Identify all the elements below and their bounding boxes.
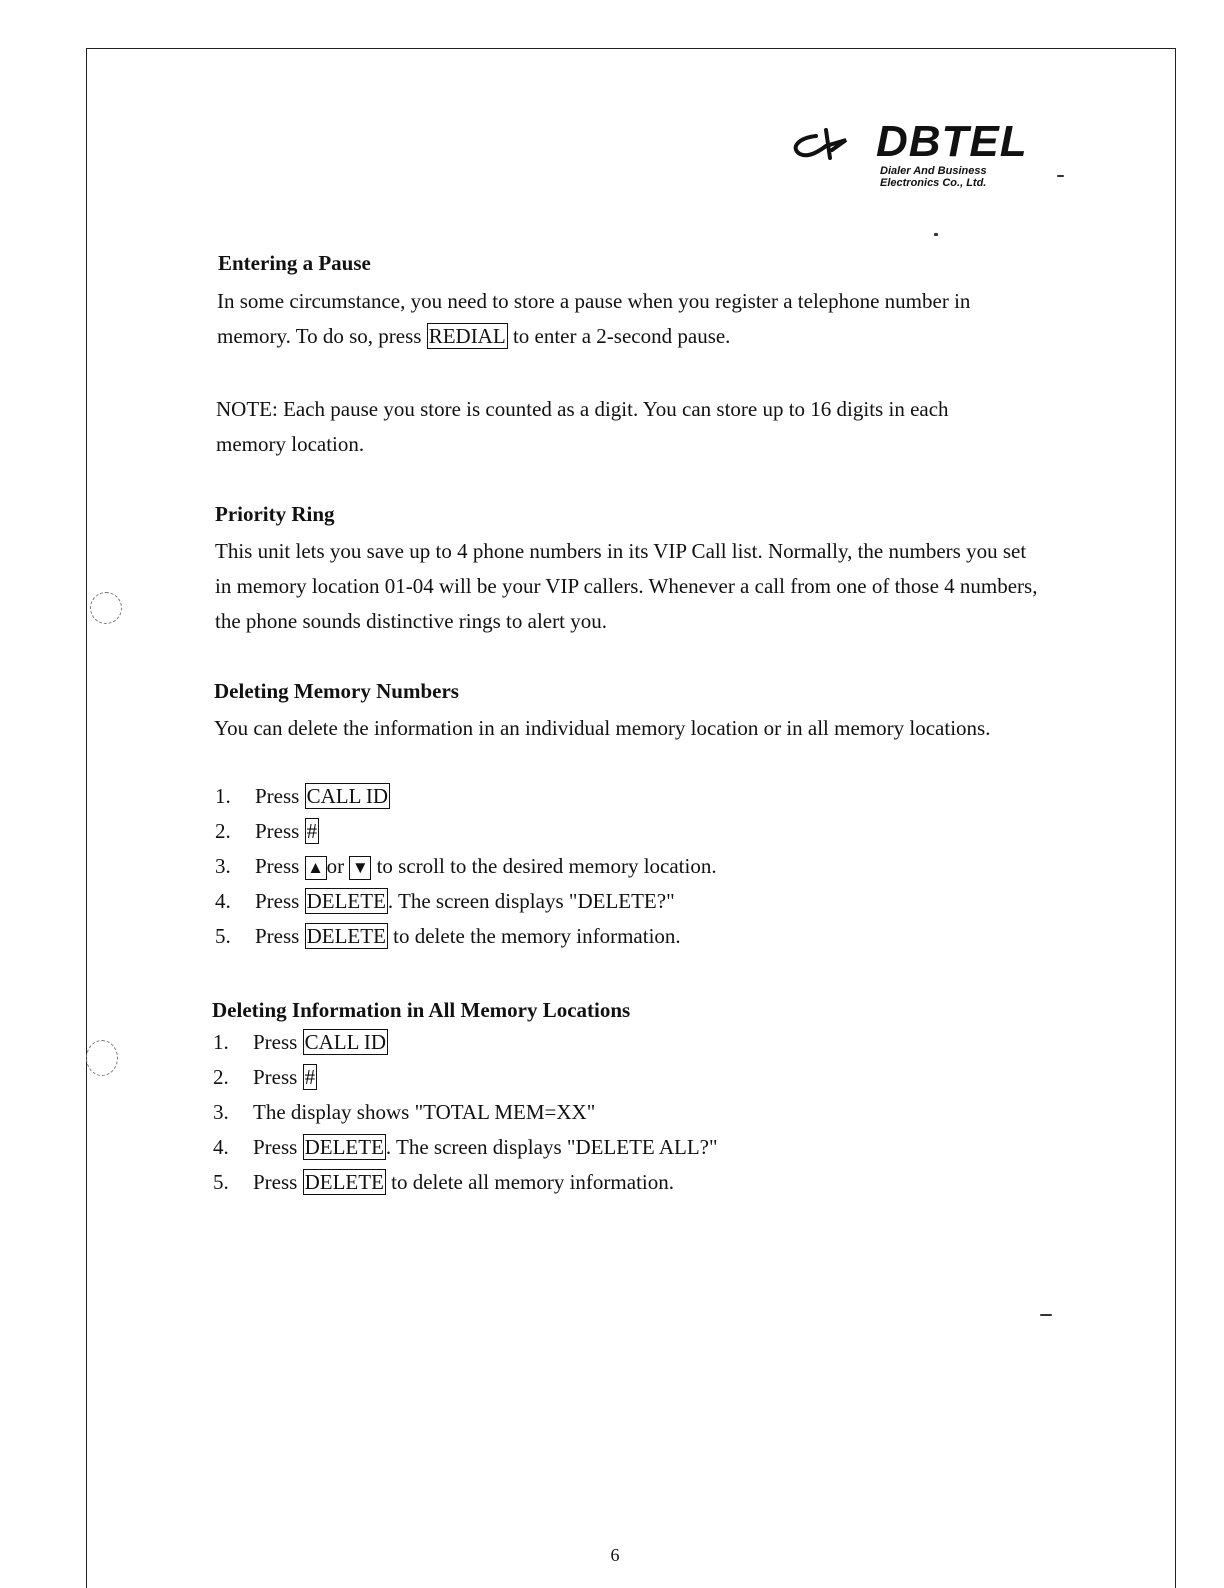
list-item: 3. Press ▲ or ▼ to scroll to the desired memory location.	[215, 854, 717, 878]
list-item: 5. Press DELETE to delete the memory information.	[215, 924, 681, 948]
scan-speck	[1040, 1314, 1052, 1316]
delete-memory-intro: You can delete the information in an individual memory location or in all memory locations.	[214, 716, 991, 740]
delete-key: DELETE	[306, 889, 386, 913]
punch-hole-mark	[86, 1040, 118, 1076]
list-item: 3. The display shows "TOTAL MEM=XX"	[213, 1100, 596, 1124]
list-item: 4. Press DELETE. The screen displays "DELETE ALL?"	[213, 1135, 718, 1159]
punch-hole-mark	[90, 592, 122, 624]
section-heading-priority-ring: Priority Ring	[215, 502, 335, 526]
section-heading-delete-memory: Deleting Memory Numbers	[214, 679, 459, 703]
page-frame-top	[86, 48, 1176, 49]
up-arrow-key-icon: ▲	[305, 856, 327, 880]
delete-key: DELETE	[304, 1135, 384, 1159]
list-item: 2. Press #	[213, 1065, 316, 1089]
page-frame-left	[86, 48, 87, 1588]
redial-key: REDIAL	[428, 324, 506, 348]
page-number: 6	[610, 1545, 620, 1565]
list-item: 1. Press CALL ID	[213, 1030, 387, 1054]
scan-speck	[1057, 175, 1064, 177]
down-arrow-key-icon: ▼	[349, 856, 371, 880]
pause-note: NOTE: Each pause you store is counted as a digit. You can store up to 16 digits in each memory location.	[216, 397, 949, 456]
delete-key: DELETE	[304, 1170, 384, 1194]
priority-paragraph: This unit lets you save up to 4 phone numbers in its VIP Call list. Normally, the numbers you set in memory location 01-04 will be your VIP callers. Whenever a call from one of those 4 numbers, the phone sounds distinctive rings to alert you.	[215, 539, 1038, 633]
section-heading-pause: Entering a Pause	[218, 251, 371, 275]
hash-key: #	[304, 1065, 316, 1089]
page-frame-right	[1175, 48, 1176, 1588]
logo-mark-icon	[786, 128, 866, 162]
delete-all-steps	[213, 1025, 718, 1200]
list-item: 5. Press DELETE to delete all memory information.	[213, 1170, 674, 1194]
call-id-key: CALL ID	[304, 1030, 387, 1054]
list-item: 2. Press #	[215, 819, 318, 843]
scan-speck	[934, 233, 938, 236]
logo-tagline: Dialer And Business Electronics Co., Ltd.	[880, 165, 987, 189]
call-id-key: CALL ID	[306, 784, 389, 808]
section-heading-delete-all: Deleting Information in All Memory Locations	[212, 998, 631, 1022]
pause-paragraph: In some circumstance, you need to store a pause when you register a telephone number in memory. To do so, press REDIAL to enter a 2-second pause.	[217, 289, 971, 348]
list-item: 1. Press CALL ID	[215, 784, 389, 808]
company-logo	[786, 118, 1026, 198]
delete-key: DELETE	[306, 924, 386, 948]
list-item: 4. Press DELETE. The screen displays "DELETE?"	[215, 889, 675, 913]
logo-brand: DBTEL	[876, 117, 1028, 166]
delete-memory-steps	[215, 779, 717, 954]
hash-key: #	[306, 819, 318, 843]
